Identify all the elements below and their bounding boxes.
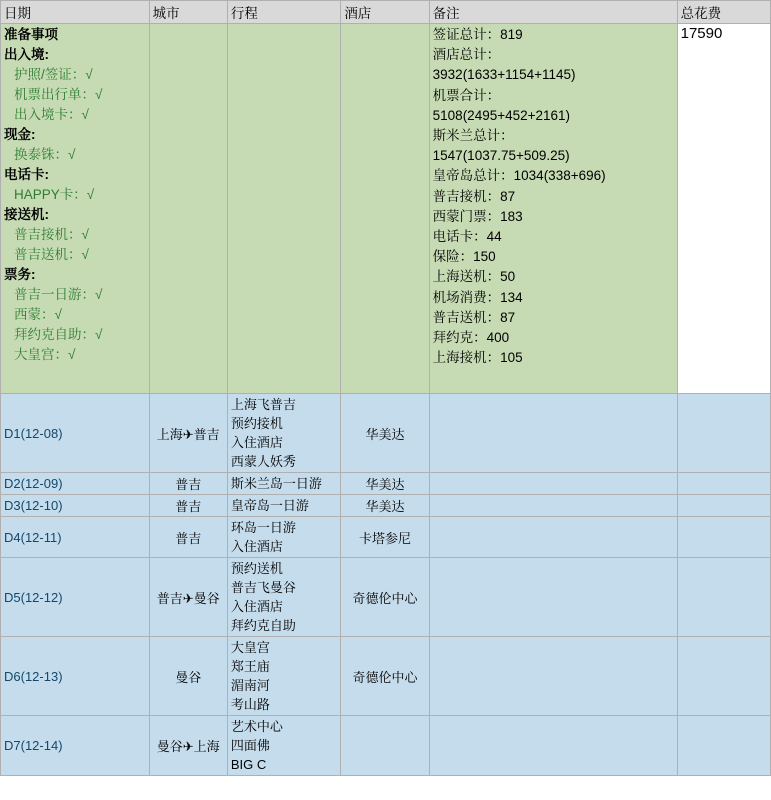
day-hotel: 奇德伦中心 (341, 558, 429, 637)
note-line: 普吉送机：87 (432, 309, 516, 325)
column-header-notes: 备注 (429, 1, 677, 24)
route-line: 入住酒店 (230, 435, 283, 450)
day-hotel: 奇德伦中心 (341, 637, 429, 716)
prep-item-passport: 护照/签证：√ (14, 67, 93, 82)
note-line: 机场消费：134 (432, 289, 523, 305)
note-line: 签证总计：819 (432, 27, 523, 42)
column-header-city: 城市 (149, 1, 227, 24)
day-date: D3(12-10) (1, 495, 150, 517)
day-hotel: 华美达 (341, 495, 429, 517)
day-city: 曼谷 (149, 637, 227, 716)
route-line: 预约接机 (230, 416, 283, 431)
note-line: 电话卡：44 (432, 229, 502, 245)
day-total (677, 495, 770, 517)
day-city: 普吉 (149, 473, 227, 495)
day-date: D7(12-14) (1, 716, 150, 776)
day-city: 普吉✈曼谷 (149, 558, 227, 637)
table-row (1, 495, 771, 517)
day-route (227, 495, 340, 517)
day-notes (429, 394, 677, 473)
route-line: 入住酒店 (230, 599, 283, 614)
route-line: 西蒙人妖秀 (230, 454, 296, 469)
note-line: 西蒙门票：183 (432, 208, 523, 224)
day-date: D4(12-11) (1, 517, 150, 558)
day-total (677, 473, 770, 495)
route-line: 考山路 (230, 697, 270, 712)
day-city: 普吉 (149, 517, 227, 558)
expense-notes (429, 24, 677, 394)
prep-item-happy-card: HAPPY卡：√ (14, 187, 95, 202)
note-line: 皇帝岛总计：1034(338+696) (432, 168, 606, 184)
column-header-date: 日期 (1, 1, 150, 24)
prep-group-label-simcard: 电话卡: (4, 167, 49, 182)
note-line: 机票合计： (432, 87, 501, 103)
prep-item-phuket-daytour: 普吉一日游：√ (14, 287, 103, 302)
day-total (677, 637, 770, 716)
day-notes (429, 716, 677, 776)
prep-group-label-transfer: 接送机: (4, 207, 49, 222)
route-line: 皇帝岛一日游 (230, 498, 309, 513)
route-line: 预约送机 (230, 561, 283, 576)
route-line: 拜约克自助 (230, 618, 296, 633)
day-notes (429, 517, 677, 558)
day-date: D5(12-12) (1, 558, 150, 637)
prep-item-grand-palace: 大皇宫：√ (14, 347, 76, 362)
preparation-route-cell (227, 24, 340, 394)
route-line: 湄南河 (230, 678, 270, 693)
note-line: 酒店总计： (432, 47, 501, 63)
route-line: 大皇宫 (230, 640, 270, 655)
day-date: D2(12-09) (1, 473, 150, 495)
note-line: 保险：150 (432, 249, 496, 265)
day-notes (429, 637, 677, 716)
day-notes (429, 473, 677, 495)
table-row (1, 716, 771, 776)
note-line: 1547(1037.75+509.25) (432, 148, 570, 164)
column-header-hotel: 酒店 (341, 1, 429, 24)
prep-group-label-tickets: 票务: (4, 267, 36, 282)
route-line: 四面佛 (230, 738, 270, 753)
grand-total-value: 17590 (677, 24, 770, 394)
table-row (1, 517, 771, 558)
note-line: 上海送机：50 (432, 269, 516, 285)
route-line: 环岛一日游 (230, 520, 296, 535)
day-city: 上海✈普吉 (149, 394, 227, 473)
day-route (227, 558, 340, 637)
route-line: 入住酒店 (230, 539, 283, 554)
route-line: 艺术中心 (230, 719, 283, 734)
note-line: 普吉接机：87 (432, 188, 516, 204)
day-notes (429, 495, 677, 517)
day-total (677, 716, 770, 776)
note-line: 上海接机：105 (432, 350, 523, 366)
day-date: D1(12-08) (1, 394, 150, 473)
day-route (227, 473, 340, 495)
day-date: D6(12-13) (1, 637, 150, 716)
route-line: 郑王庙 (230, 659, 270, 674)
prep-item-baiyoke-buffet: 拜约克自助：√ (14, 327, 103, 342)
day-route (227, 716, 340, 776)
table-row (1, 637, 771, 716)
day-route (227, 517, 340, 558)
day-total (677, 394, 770, 473)
route-line: 上海飞普吉 (230, 397, 296, 412)
preparation-checklist (1, 24, 150, 394)
table-row (1, 558, 771, 637)
day-hotel (341, 716, 429, 776)
prep-group-label-immigration: 出入境: (4, 47, 49, 62)
note-line: 斯米兰总计： (432, 128, 514, 144)
route-line: 普吉飞曼谷 (230, 580, 296, 595)
prep-item-phuket-pickup: 普吉接机：√ (14, 227, 89, 242)
table-header-row (1, 1, 771, 24)
preparation-title: 准备事项 (4, 27, 58, 42)
column-header-route: 行程 (227, 1, 340, 24)
column-header-total: 总花费 (677, 1, 770, 24)
route-line: 斯米兰岛一日游 (230, 476, 322, 491)
note-line: 3932(1633+1154+1145) (432, 67, 576, 83)
day-city: 曼谷✈上海 (149, 716, 227, 776)
day-hotel: 华美达 (341, 473, 429, 495)
prep-item-phuket-dropoff: 普吉送机：√ (14, 247, 89, 262)
table-row (1, 473, 771, 495)
day-route (227, 394, 340, 473)
preparation-row (1, 24, 771, 394)
prep-item-exchange-baht: 换泰铢：√ (14, 147, 76, 162)
prep-item-simon: 西蒙：√ (14, 307, 62, 322)
day-route (227, 637, 340, 716)
prep-group-label-cash: 现金: (4, 127, 36, 142)
day-hotel: 卡塔参尼 (341, 517, 429, 558)
day-city: 普吉 (149, 495, 227, 517)
note-line: 5108(2495+452+2161) (432, 107, 571, 123)
day-notes (429, 558, 677, 637)
day-total (677, 558, 770, 637)
note-line: 拜约克：400 (432, 330, 510, 346)
prep-item-ticket: 机票出行单：√ (14, 87, 103, 102)
prep-item-arrival-card: 出入境卡：√ (14, 107, 89, 122)
preparation-hotel-cell (341, 24, 429, 394)
preparation-city-cell (149, 24, 227, 394)
day-total (677, 517, 770, 558)
day-hotel: 华美达 (341, 394, 429, 473)
table-row (1, 394, 771, 473)
route-line: BIG C (230, 757, 267, 772)
